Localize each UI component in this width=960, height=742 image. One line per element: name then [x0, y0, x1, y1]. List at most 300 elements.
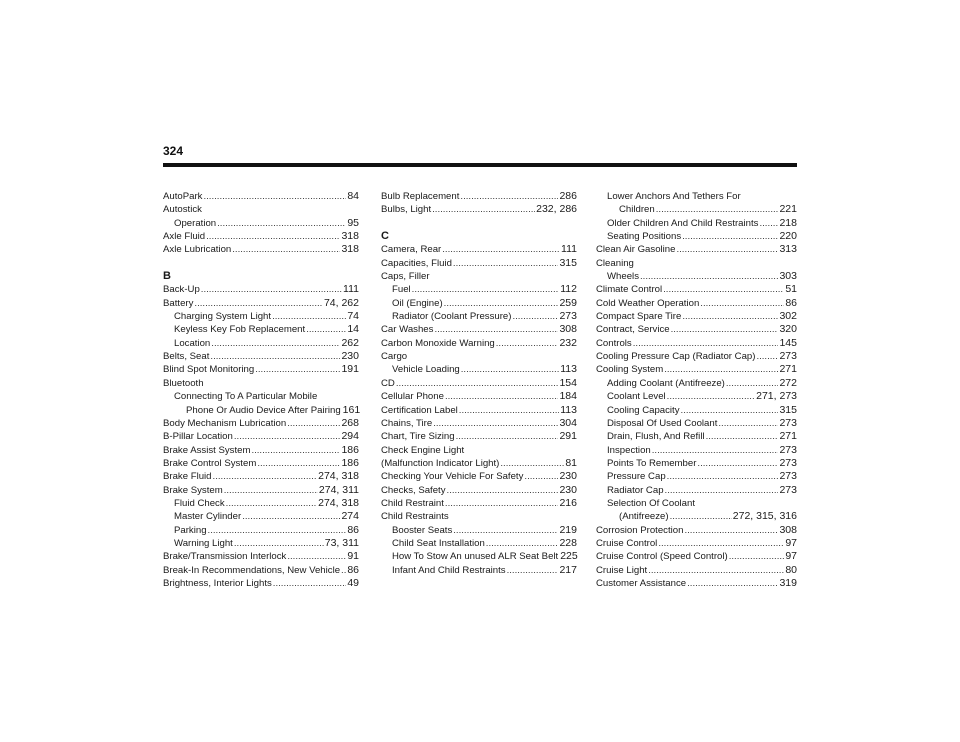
- index-entry: [163, 230, 359, 243]
- index-entry: [381, 430, 577, 443]
- index-entry: [163, 524, 359, 537]
- index-entry: [163, 323, 359, 336]
- index-entry: [596, 430, 797, 443]
- entry-term: AutoPark: [163, 191, 203, 202]
- entry-pages: 97: [785, 536, 797, 549]
- section-letter: B: [163, 270, 171, 283]
- leader-dots: [433, 417, 558, 430]
- index-entry: [163, 310, 359, 323]
- entry-pages: 186: [341, 456, 359, 469]
- entry-pages: 113: [560, 403, 577, 416]
- index-entry: [381, 390, 577, 403]
- leader-dots: [251, 444, 340, 457]
- entry-term: Climate Control: [596, 284, 663, 296]
- leader-dots: [648, 564, 784, 577]
- index-entry: [163, 484, 359, 497]
- leader-dots: [756, 350, 778, 363]
- entry-pages: 49: [347, 576, 359, 589]
- index-entry: [596, 470, 797, 483]
- leader-dots: [432, 203, 535, 216]
- leader-dots: [341, 564, 346, 577]
- entry-term: Adding Coolant (Antifreeze): [607, 377, 725, 389]
- entry-term: Blind Spot Monitoring: [163, 364, 255, 376]
- entry-term: Oil (Engine): [392, 297, 443, 309]
- index-entry: [596, 390, 797, 403]
- entry-term: Radiator Cap: [607, 484, 664, 496]
- index-heading: Caps, Filler: [381, 271, 430, 283]
- entry-pages: 272: [779, 376, 797, 389]
- index-entry: [381, 243, 577, 256]
- entry-pages: 86: [347, 523, 359, 536]
- leader-dots: [213, 470, 318, 483]
- leader-dots: [217, 217, 346, 230]
- leader-dots: [445, 390, 559, 403]
- entry-term: Customer Assistance: [596, 577, 687, 589]
- leader-dots: [444, 297, 559, 310]
- entry-pages: 262: [341, 336, 359, 349]
- entry-pages: 225: [560, 550, 578, 563]
- leader-dots: [670, 510, 732, 523]
- index-entry: [596, 270, 797, 283]
- entry-term: Charging System Light: [174, 311, 272, 323]
- entry-pages: 184: [559, 390, 577, 403]
- entry-term: Cruise Control: [596, 537, 658, 549]
- entry-term: Coolant Level: [607, 391, 666, 403]
- entry-pages: 273: [779, 483, 797, 496]
- entry-term: Operation: [174, 217, 217, 229]
- leader-dots: [667, 390, 755, 403]
- entry-term: Brake Assist System: [163, 444, 251, 456]
- entry-term: Cooling System: [596, 364, 664, 376]
- entry-term: Location: [174, 337, 211, 349]
- leader-dots: [456, 430, 559, 443]
- entry-term: Capacities, Fluid: [381, 257, 452, 269]
- index-entry: [596, 457, 797, 470]
- entry-term: Phone Or Audio Device After Pairing: [186, 404, 341, 416]
- entry-pages: 216: [559, 496, 577, 509]
- entry-pages: 74, 262: [323, 296, 359, 309]
- entry-term: Child Seat Installation: [392, 537, 485, 549]
- entry-term: Brake System: [163, 484, 223, 496]
- leader-dots: [201, 283, 342, 296]
- leader-dots: [203, 190, 346, 203]
- entry-pages: 97: [785, 550, 797, 563]
- index-entry: [381, 417, 577, 430]
- leader-dots: [232, 243, 340, 256]
- leader-dots: [234, 430, 341, 443]
- entry-pages: 308: [559, 323, 577, 336]
- index-entry: [381, 497, 577, 510]
- index-entry: [163, 444, 359, 457]
- leader-dots: [460, 190, 558, 203]
- entry-term: Carbon Monoxide Warning: [381, 337, 495, 349]
- leader-dots: [396, 377, 559, 390]
- entry-term: Brake Fluid: [163, 471, 212, 483]
- index-entry: [163, 550, 359, 563]
- index-entry: [163, 363, 359, 376]
- entry-term: Wheels: [607, 271, 639, 283]
- entry-pages: 304: [559, 416, 577, 429]
- leader-dots: [272, 310, 346, 323]
- entry-pages: 73, 311: [324, 536, 359, 549]
- leader-dots: [658, 537, 784, 550]
- entry-term: Children: [619, 204, 655, 216]
- entry-pages: 218: [779, 216, 797, 229]
- entry-term: Battery: [163, 297, 194, 309]
- section-letter: C: [381, 230, 389, 243]
- leader-dots: [676, 243, 778, 256]
- entry-term: Infant And Child Restraints: [392, 564, 506, 576]
- index-column-1: [163, 190, 359, 590]
- index-entry: [596, 203, 797, 216]
- index-entry: [163, 564, 359, 577]
- index-entry: [596, 577, 797, 590]
- section-spacer: [163, 257, 359, 270]
- entry-pages: 273: [779, 350, 797, 363]
- entry-pages: 161: [342, 403, 361, 416]
- entry-pages: 271, 273: [756, 390, 797, 403]
- entry-term: Fluid Check: [174, 497, 225, 509]
- index-entry: [596, 217, 797, 230]
- entry-term: Certification Label: [381, 404, 458, 416]
- index-entry: [596, 310, 797, 323]
- leader-dots: [759, 217, 778, 230]
- entry-term: Car Washes: [381, 324, 434, 336]
- leader-dots: [667, 470, 779, 483]
- index-entry: [596, 564, 797, 577]
- index-column-3: [596, 190, 797, 590]
- entry-pages: 274, 318: [318, 496, 359, 509]
- entry-pages: 111: [561, 243, 577, 256]
- header-rule: [163, 163, 797, 167]
- leader-dots: [718, 417, 778, 430]
- entry-pages: 318: [341, 230, 359, 243]
- index-entry: [596, 363, 797, 376]
- entry-pages: 274: [341, 510, 359, 523]
- index-entry: [596, 444, 797, 457]
- entry-pages: 291: [559, 430, 577, 443]
- index-entry: [163, 243, 359, 256]
- index-entry: [381, 203, 577, 216]
- index-entry: [596, 243, 797, 256]
- index-entry: [596, 323, 797, 336]
- entry-pages: 302: [779, 310, 797, 323]
- leader-dots: [684, 524, 778, 537]
- entry-pages: 232: [559, 336, 577, 349]
- entry-pages: 286: [559, 190, 577, 202]
- index-entry: [596, 550, 797, 563]
- index-entry: [163, 417, 359, 430]
- index-entry: [163, 577, 359, 590]
- entry-pages: 303: [779, 270, 797, 283]
- leader-dots: [507, 564, 559, 577]
- index-entry: [596, 510, 797, 523]
- entry-pages: 230: [341, 350, 359, 363]
- index-entry: [381, 310, 577, 323]
- index-column-2: [381, 190, 577, 577]
- leader-dots: [664, 363, 778, 376]
- entry-pages: 318: [341, 243, 359, 256]
- entry-term: Older Children And Child Restraints: [607, 217, 759, 229]
- entry-term: Cruise Light: [596, 564, 648, 576]
- entry-pages: 273: [779, 416, 797, 429]
- index-entry: [596, 537, 797, 550]
- index-entry: [596, 377, 797, 390]
- entry-term: Vehicle Loading: [392, 364, 460, 376]
- leader-dots: [445, 497, 559, 510]
- index-entry: [381, 564, 577, 577]
- index-entry: [381, 363, 577, 376]
- index-entry: [163, 217, 359, 230]
- index-heading: Selection Of Coolant: [607, 497, 695, 509]
- index-entry: [163, 510, 359, 523]
- entry-term: Chains, Tire: [381, 417, 433, 429]
- entry-term: Controls: [596, 337, 632, 349]
- entry-pages: 313: [779, 243, 797, 256]
- index-heading: Connecting To A Particular Mobile: [174, 391, 318, 403]
- leader-dots: [656, 203, 779, 216]
- index-entry: [596, 337, 797, 350]
- entry-pages: 274, 311: [318, 483, 359, 496]
- index-entry: [163, 404, 359, 417]
- entry-term: Belts, Seat: [163, 351, 210, 363]
- index-entry: [381, 323, 577, 336]
- entry-term: Bulbs, Light: [381, 204, 432, 216]
- leader-dots: [682, 230, 778, 243]
- entry-pages: 319: [779, 576, 797, 589]
- leader-dots: [461, 363, 560, 376]
- entry-pages: 145: [779, 336, 797, 349]
- entry-term: Contract, Service: [596, 324, 670, 336]
- leader-dots: [257, 457, 340, 470]
- leader-dots: [442, 243, 560, 256]
- entry-term: Points To Remember: [607, 457, 697, 469]
- entry-term: Fuel: [392, 284, 411, 296]
- index-entry: [163, 350, 359, 363]
- leader-dots: [447, 484, 559, 497]
- leader-dots: [663, 283, 784, 296]
- entry-term: Bulb Replacement: [381, 191, 460, 202]
- index-heading: Autostick: [163, 204, 202, 216]
- leader-dots: [633, 337, 779, 350]
- entry-term: Back-Up: [163, 284, 200, 296]
- entry-term: CD: [381, 377, 395, 389]
- entry-term: Warning Light: [174, 537, 233, 549]
- entry-term: Child Restraint: [381, 497, 444, 509]
- index-entry: [381, 377, 577, 390]
- index-entry: [381, 484, 577, 497]
- entry-pages: 84: [347, 190, 359, 202]
- leader-dots: [208, 524, 347, 537]
- leader-dots: [273, 577, 347, 590]
- entry-pages: 113: [560, 363, 577, 376]
- entry-term: Brightness, Interior Lights: [163, 577, 272, 589]
- index-entry: [596, 283, 797, 296]
- leader-dots: [682, 310, 778, 323]
- entry-term: Disposal Of Used Coolant: [607, 417, 718, 429]
- index-entry: [381, 524, 577, 537]
- entry-term: Break-In Recommendations, New Vehicle: [163, 564, 341, 576]
- leader-dots: [524, 470, 558, 483]
- entry-term: Pressure Cap: [607, 471, 666, 483]
- entry-pages: 51: [785, 283, 797, 296]
- index-entry: [381, 190, 577, 203]
- index-entry: [596, 350, 797, 363]
- entry-term: Master Cylinder: [174, 511, 242, 523]
- entry-pages: 191: [341, 363, 359, 376]
- entry-term: Inspection: [607, 444, 651, 456]
- leader-dots: [700, 297, 784, 310]
- leader-dots: [512, 310, 558, 323]
- entry-pages: 271: [779, 363, 797, 376]
- entry-term: Clean Air Gasoline: [596, 244, 676, 256]
- index-entry: [596, 524, 797, 537]
- entry-pages: 112: [560, 283, 577, 296]
- entry-pages: 308: [779, 523, 797, 536]
- entry-pages: 81: [565, 456, 577, 469]
- index-entry: [381, 257, 577, 270]
- leader-dots: [729, 550, 785, 563]
- entry-pages: 273: [559, 310, 577, 323]
- entry-pages: 259: [559, 296, 577, 309]
- leader-dots: [459, 404, 559, 417]
- entry-term: Cooling Capacity: [607, 404, 680, 416]
- index-entry: [163, 497, 359, 510]
- entry-pages: 95: [347, 216, 359, 229]
- index-entry: [163, 297, 359, 310]
- entry-term: Cellular Phone: [381, 391, 444, 403]
- entry-term: Axle Fluid: [163, 231, 206, 243]
- entry-pages: 230: [559, 470, 577, 483]
- entry-pages: 80: [785, 563, 797, 576]
- entry-term: B-Pillar Location: [163, 431, 233, 443]
- leader-dots: [234, 537, 324, 550]
- entry-pages: 315: [559, 256, 577, 269]
- entry-pages: 91: [347, 550, 359, 563]
- entry-term: Drain, Flush, And Refill: [607, 431, 705, 443]
- entry-pages: 271: [779, 430, 797, 443]
- entry-pages: 14: [347, 323, 359, 336]
- entry-term: Chart, Tire Sizing: [381, 431, 455, 443]
- entry-pages: 220: [779, 230, 797, 243]
- entry-term: Brake/Transmission Interlock: [163, 551, 287, 563]
- leader-dots: [640, 270, 778, 283]
- entry-term: Camera, Rear: [381, 244, 442, 256]
- entry-pages: 232, 286: [536, 203, 577, 216]
- entry-term: How To Stow An unused ALR Seat Belt: [392, 551, 559, 563]
- leader-dots: [665, 484, 779, 497]
- entry-term: Radiator (Coolant Pressure): [392, 311, 512, 323]
- entry-term: (Antifreeze): [619, 511, 669, 523]
- entry-pages: 272, 315, 316: [732, 510, 797, 523]
- leader-dots: [726, 377, 779, 390]
- index-entry: [381, 457, 577, 470]
- index-entry: [163, 430, 359, 443]
- index-entry: [596, 417, 797, 430]
- entry-pages: 219: [559, 523, 577, 536]
- index-entry: [596, 297, 797, 310]
- index-entry: [381, 337, 577, 350]
- entry-term: Parking: [174, 524, 207, 536]
- index-entry: [163, 457, 359, 470]
- leader-dots: [486, 537, 559, 550]
- entry-term: Seating Positions: [607, 231, 682, 243]
- leader-dots: [687, 577, 778, 590]
- index-entry: [381, 283, 577, 296]
- leader-dots: [496, 337, 559, 350]
- entry-pages: 274, 318: [318, 470, 359, 483]
- leader-dots: [287, 417, 340, 430]
- entry-term: Brake Control System: [163, 457, 257, 469]
- entry-pages: 268: [341, 416, 359, 429]
- entry-pages: 273: [779, 443, 797, 456]
- index-entry: [596, 404, 797, 417]
- index-entry: [381, 297, 577, 310]
- entry-term: Checks, Safety: [381, 484, 446, 496]
- index-heading: Child Restraints: [381, 511, 449, 523]
- leader-dots: [210, 350, 340, 363]
- entry-term: Keyless Key Fob Replacement: [174, 324, 306, 336]
- leader-dots: [500, 457, 564, 470]
- index-heading: Lower Anchors And Tethers For: [607, 191, 741, 202]
- entry-pages: 273: [779, 456, 797, 469]
- entry-pages: 315: [779, 403, 797, 416]
- leader-dots: [224, 484, 318, 497]
- leader-dots: [706, 430, 779, 443]
- entry-term: Cruise Control (Speed Control): [596, 551, 728, 563]
- index-heading: Cargo: [381, 351, 408, 363]
- index-entry: [596, 230, 797, 243]
- entry-pages: 294: [341, 430, 359, 443]
- index-entry: [596, 484, 797, 497]
- entry-term: Body Mechanism Lubrication: [163, 417, 287, 429]
- leader-dots: [697, 457, 778, 470]
- entry-term: Checking Your Vehicle For Safety: [381, 471, 524, 483]
- index-entry: [163, 470, 359, 483]
- entry-term: (Malfunction Indicator Light): [381, 457, 500, 469]
- entry-pages: 320: [779, 323, 797, 336]
- index-entry: [163, 537, 359, 550]
- entry-pages: 111: [343, 283, 359, 296]
- leader-dots: [226, 497, 317, 510]
- entry-pages: 221: [779, 203, 797, 216]
- leader-dots: [412, 283, 560, 296]
- index-entry: [163, 190, 359, 203]
- entry-pages: 217: [559, 563, 577, 576]
- index-entry: [163, 283, 359, 296]
- index-heading: Cleaning: [596, 257, 634, 269]
- leader-dots: [211, 337, 340, 350]
- entry-pages: 86: [785, 296, 797, 309]
- page-number: 324: [163, 144, 184, 158]
- entry-term: Booster Seats: [392, 524, 453, 536]
- entry-term: Axle Lubrication: [163, 244, 232, 256]
- leader-dots: [453, 257, 559, 270]
- index-entry: [381, 470, 577, 483]
- entry-pages: 74: [347, 310, 359, 323]
- index-entry: [163, 337, 359, 350]
- index-entry: [381, 404, 577, 417]
- section-spacer: [381, 217, 577, 230]
- entry-pages: 186: [341, 443, 359, 456]
- leader-dots: [671, 323, 779, 336]
- index-heading: Bluetooth: [163, 377, 204, 389]
- index-entry: [381, 550, 577, 563]
- entry-term: Cold Weather Operation: [596, 297, 700, 309]
- leader-dots: [434, 323, 558, 336]
- entry-pages: 230: [559, 483, 577, 496]
- leader-dots: [255, 363, 340, 376]
